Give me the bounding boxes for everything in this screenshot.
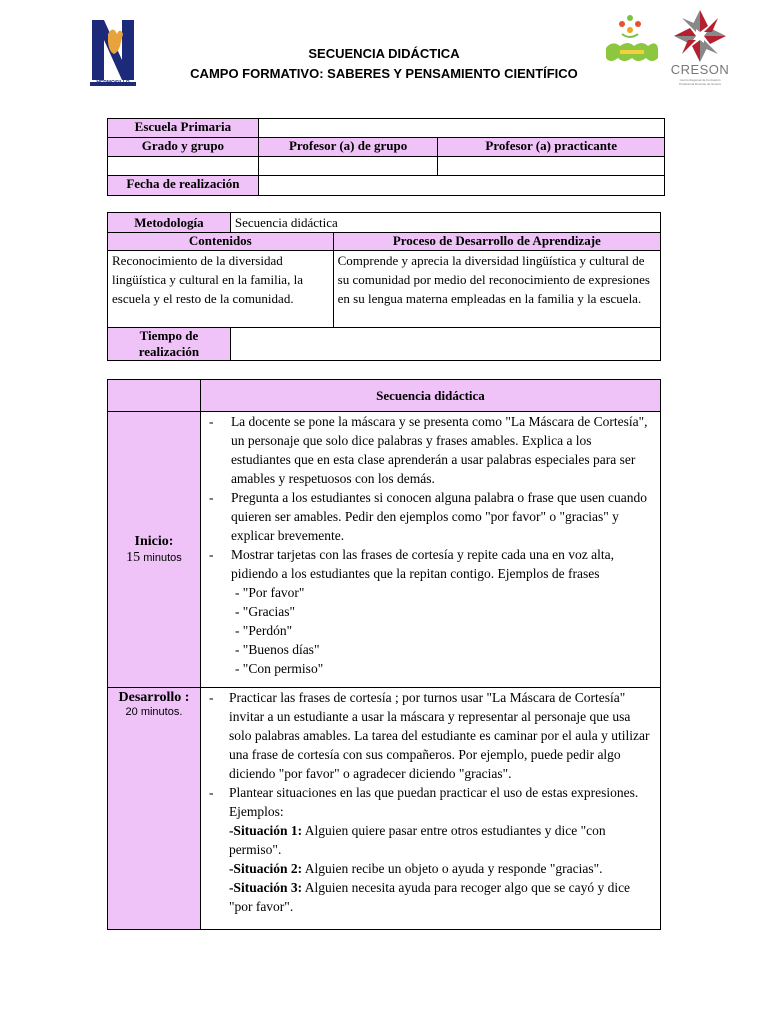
desarrollo-item: - Plantear situaciones en las que puedan practicar el uso de estas expresiones. [201, 783, 654, 802]
desarrollo-cell [108, 688, 201, 930]
practicante-field[interactable] [438, 157, 665, 176]
inicio-cell [108, 412, 201, 688]
teacher-label: Profesor (a) de grupo [258, 138, 438, 157]
inicio-list [201, 412, 654, 583]
phrase-item: - "Perdón" [234, 623, 293, 638]
inicio-duration-num: 15 [126, 549, 141, 565]
grade-field[interactable] [108, 157, 259, 176]
desarrollo-duration: 20 minutos. [125, 706, 183, 718]
methodology-table [107, 212, 661, 361]
inicio-item: - Pregunta a los estudiantes si conocen alguna palabra o frase que usen cuando quieren ser amables. Pedir den ejemplos como "por favor" o "gracias" y explicar brevemente. [201, 488, 654, 545]
sequence-table [107, 379, 661, 930]
phrase-item: - "Con permiso" [234, 661, 324, 676]
phrase-item: - "Buenos días" [234, 642, 320, 657]
school-field[interactable] [258, 119, 664, 138]
methodology-label: Metodología [108, 213, 231, 233]
process-label: Proceso de Desarrollo de Aprendizaje [333, 233, 660, 251]
situation-label: -Situación 3: [228, 880, 303, 895]
process-value: Comprende y aprecia la diversidad lingüística y cultural de su comunidad por medio del reconocimiento de expresiones en su lengua materna empleadas en la familia y la escuela. [333, 251, 660, 328]
practicante-label: Profesor (a) practicante [438, 138, 665, 157]
info-table [107, 118, 665, 196]
desarrollo-label: Desarrollo : [118, 690, 190, 705]
grade-label: Grado y grupo [108, 138, 259, 157]
examples-label: Ejemplos: [228, 804, 284, 819]
situation-item [201, 821, 654, 859]
desarrollo-item: - Practicar las frases de cortesía ; por turnos usar "La Máscara de Cortesía" invitar a un estudiante a usar la máscara y representar al personaje que usa solo palabras amables. La tarea del estudiante es caminar por el aula y utilizar una frase de cortesía con sus compañeros. Por ejemplo, puede pedir algo diciendo "por favor" o agradecer diciendo "gracias". [201, 688, 654, 783]
date-label: Fecha de realización [108, 176, 259, 196]
creson-logo-name: CRESON [670, 62, 730, 77]
phrase-item: - "Por favor" [234, 585, 305, 600]
school-label: Escuela Primaria [108, 119, 259, 138]
situation-item [201, 859, 654, 878]
desarrollo-content [200, 688, 660, 930]
sequence-header: Secuencia didáctica [200, 380, 660, 412]
situation-label: -Situación 1: [228, 823, 303, 838]
document-title: SECUENCIA DIDÁCTICA [308, 46, 460, 61]
date-field[interactable] [258, 176, 664, 196]
desarrollo-list [201, 688, 654, 802]
situation-text: Alguien quiere pasar entre otros estudiantes y dice "con permiso". [228, 823, 606, 857]
situation-text: Alguien recibe un objeto o ayuda y responde "gracias". [302, 861, 603, 876]
inicio-content [200, 412, 660, 688]
situation-item [201, 878, 654, 916]
phrase-item: - "Gracias" [234, 604, 296, 619]
document-subtitle: CAMPO FORMATIVO: SABERES Y PENSAMIENTO CIENTÍFICO [190, 66, 578, 81]
situation-label: -Situación 2: [228, 861, 303, 876]
methodology-value: Secuencia didáctica [230, 213, 660, 233]
contents-label: Contenidos [108, 233, 334, 251]
sequence-corner [108, 380, 201, 412]
inicio-item: - La docente se pone la máscara y se presenta como "La Máscara de Cortesía", un personaje que solo dice palabras y frases amables. Explica a los estudiantes que en esta clase aprenderán a usar palabras especiales para ser amables y respetuosos con los demás. [201, 412, 654, 488]
inicio-duration [112, 550, 196, 566]
inicio-label: Inicio: [134, 533, 174, 549]
inicio-item: - Mostrar tarjetas con las frases de cortesía y repite cada una en voz alta, pidiendo a los estudiantes que la repitan contigo. Ejemplos de frases [201, 545, 654, 583]
teacher-field[interactable] [258, 157, 438, 176]
inicio-duration-unit: minutos [140, 551, 182, 564]
situation-text: Alguien necesita ayuda para recoger algo que se cayó y dice "por favor". [228, 880, 631, 914]
contents-value: Reconocimiento de la diversidad lingüística y cultural en la familia, la escuela y el resto de la comunidad. [108, 251, 334, 328]
normal-logo-caption: HERMOSILLO [96, 80, 130, 86]
creson-logo-caption: Centro Regional de Formación Profesional Docente de Sonora [679, 78, 721, 86]
time-field[interactable] [230, 328, 660, 361]
time-label: Tiempo de realización [108, 328, 231, 361]
